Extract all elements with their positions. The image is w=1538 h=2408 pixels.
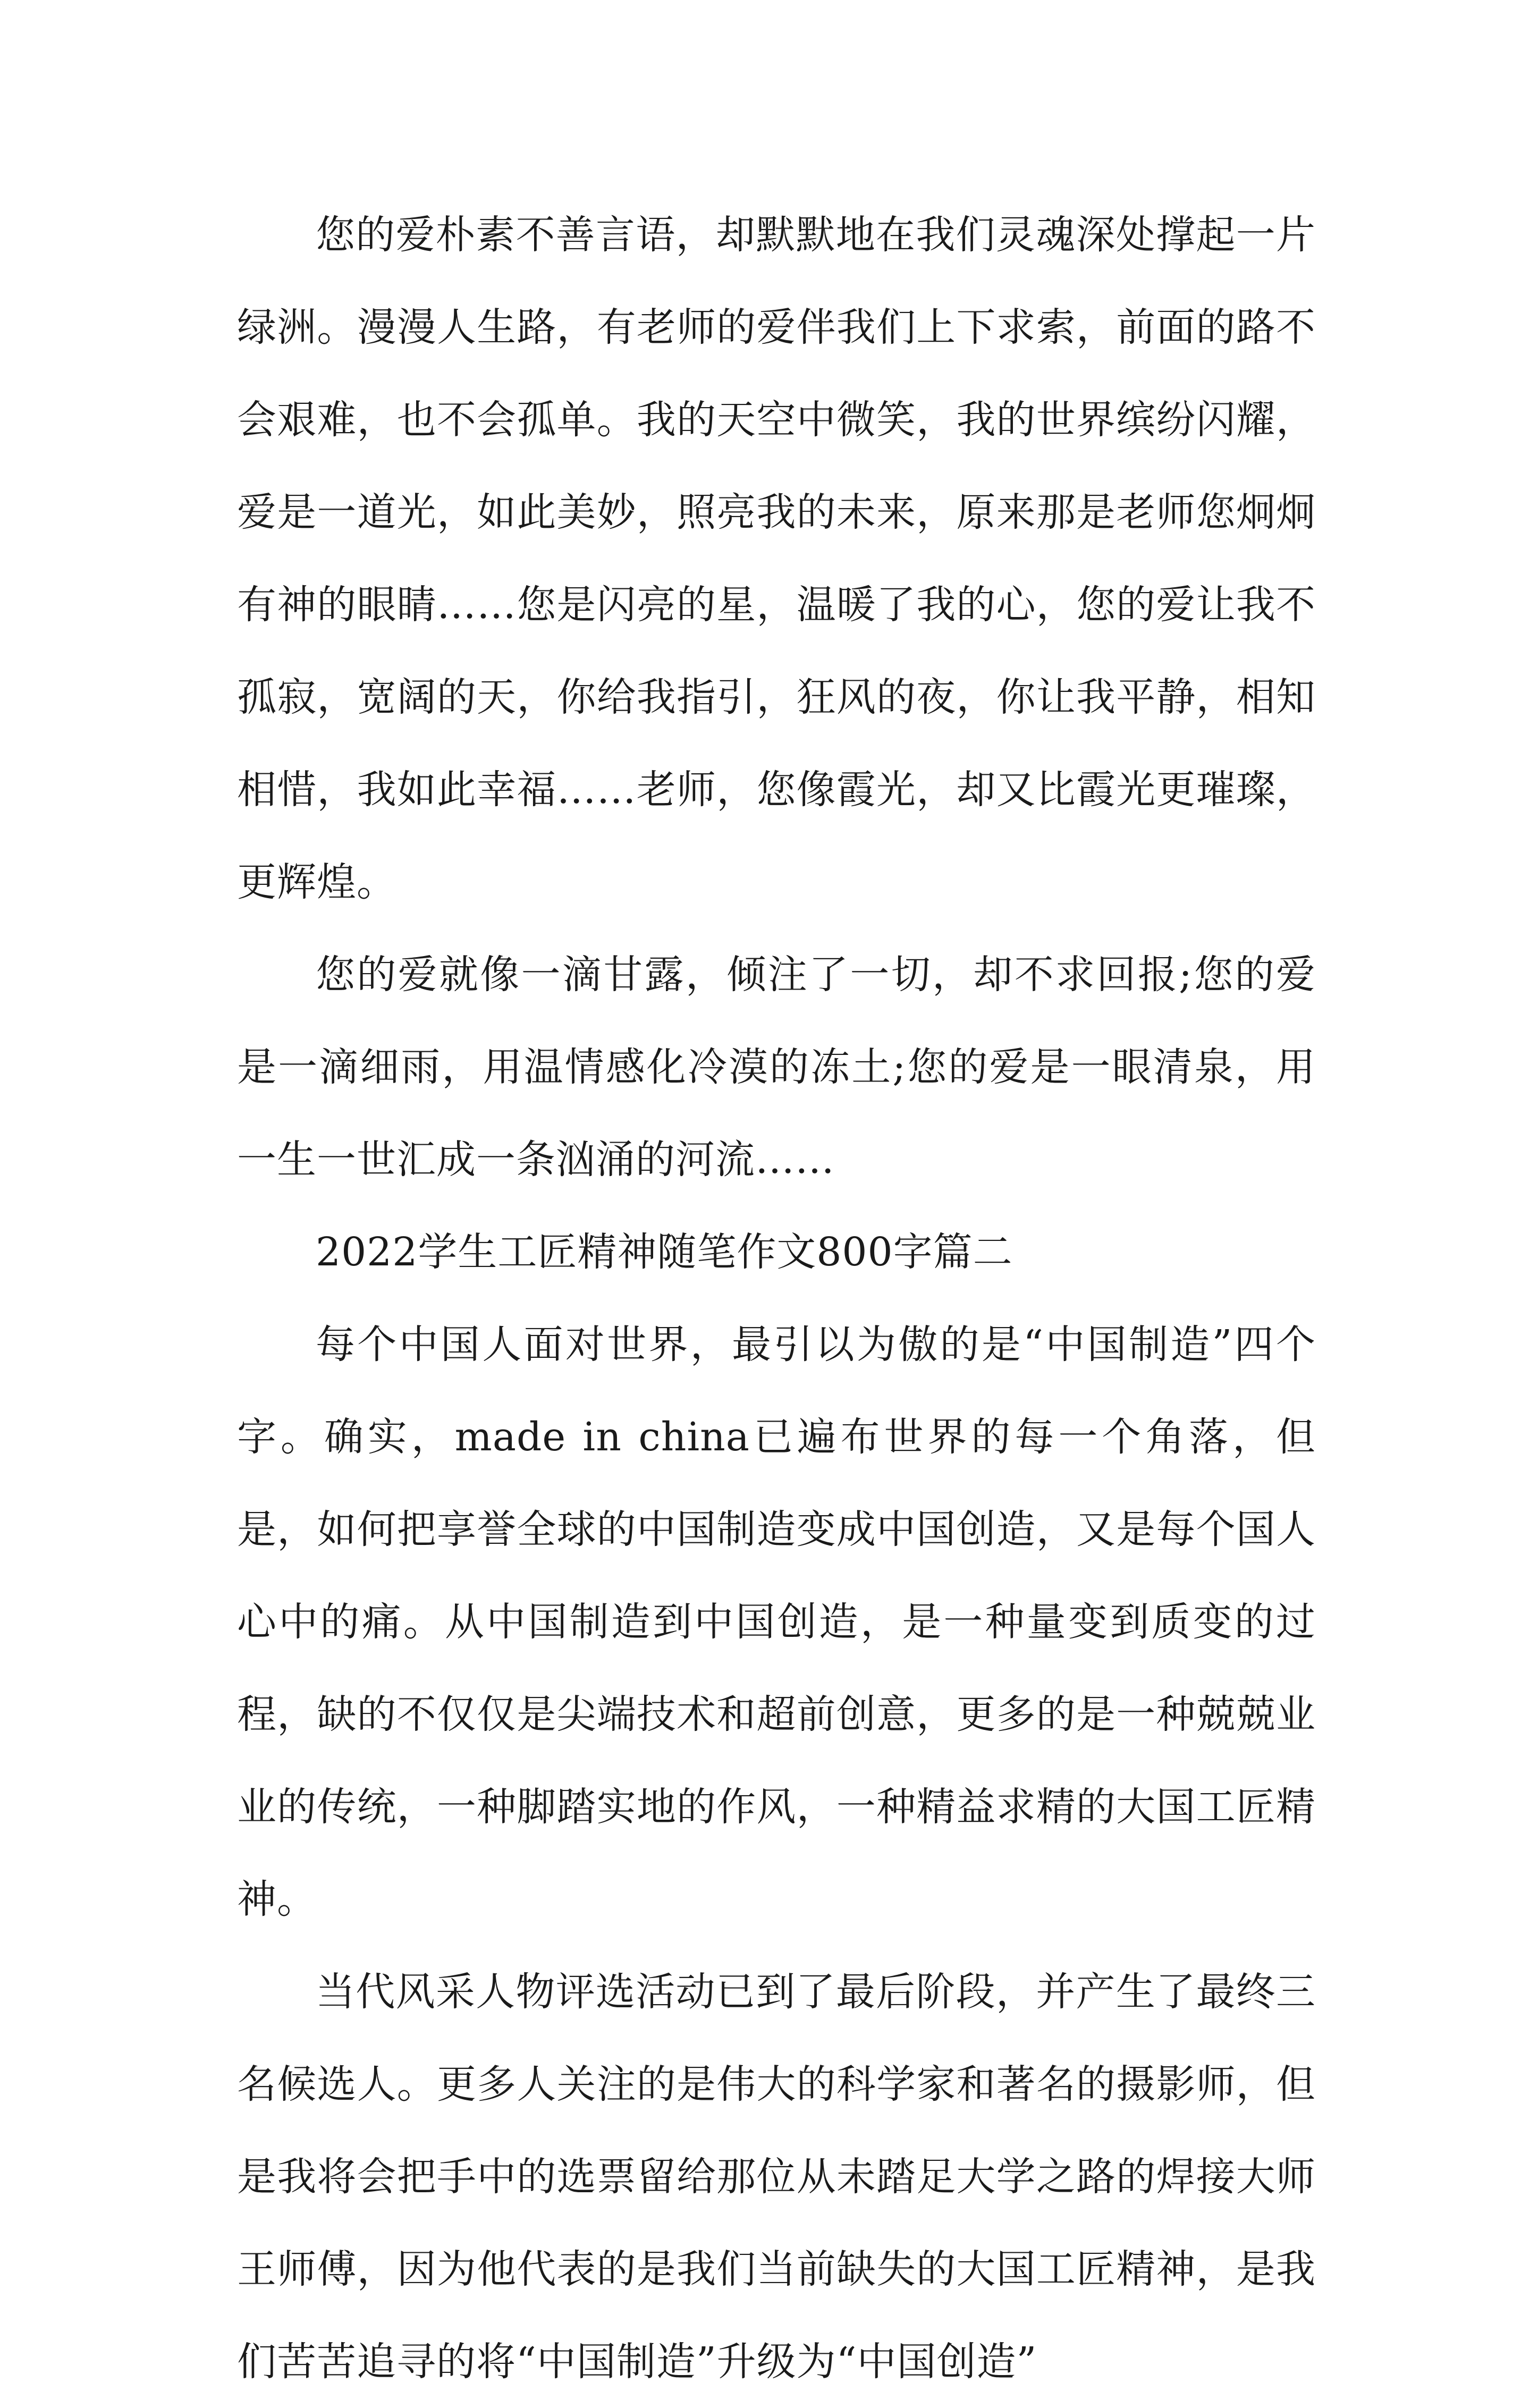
paragraph-made-in-china: 每个中国人面对世界，最引以为傲的是“中国制造”四个字。确实，made in china已遍布世界的每一个角落，但是，如何把享誉全球的中国制造变成中国创造，又是每个国人心中的痛。从中国制造到中国创造，是一种量变到质变的过程，缺的不仅仅是尖端技术和超前创意，更多的是一种兢兢业业的传统，一种脚踏实地的作风，一种精益求精的大国工匠精神。 <box>237 1322 1316 1922</box>
document-body <box>237 189 1316 2408</box>
section-heading: 2022学生工匠精神随笔作文800字篇二 <box>316 1229 1013 1275</box>
paragraph-teacher-love-metaphor: 您的爱就像一滴甘露，倾注了一切，却不求回报;您的爱是一滴细雨，用温情感化冷漠的冻土;您的爱是一眼清泉，用一生一世汇成一条汹涌的河流…… <box>237 952 1316 1182</box>
paragraph-teacher-love: 您的爱朴素不善言语，却默默地在我们灵魂深处撑起一片绿洲。漫漫人生路，有老师的爱伴我们上下求索，前面的路不会艰难，也不会孤单。我的天空中微笑，我的世界缤纷闪耀，爱是一道光，如此美妙，照亮我的未来，原来那是老师您炯炯有神的眼睛……您是闪亮的星，温暖了我的心，您的爱让我不孤寂，宽阔的天，你给我指引，狂风的夜，你让我平静，相知相惜，我如此幸福……老师，您像霞光，却又比霞光更璀璨，更辉煌。 <box>237 212 1316 905</box>
paragraph-craftsman-vote: 当代风采人物评选活动已到了最后阶段，并产生了最终三名候选人。更多人关注的是伟大的科学家和著名的摄影师，但是我将会把手中的选票留给那位从未踏足大学之路的焊接大师王师傅，因为他代表的是我们当前缺失的大国工匠精神，是我们苦苦追寻的将“中国制造”升级为“中国创造” <box>237 1969 1316 2385</box>
